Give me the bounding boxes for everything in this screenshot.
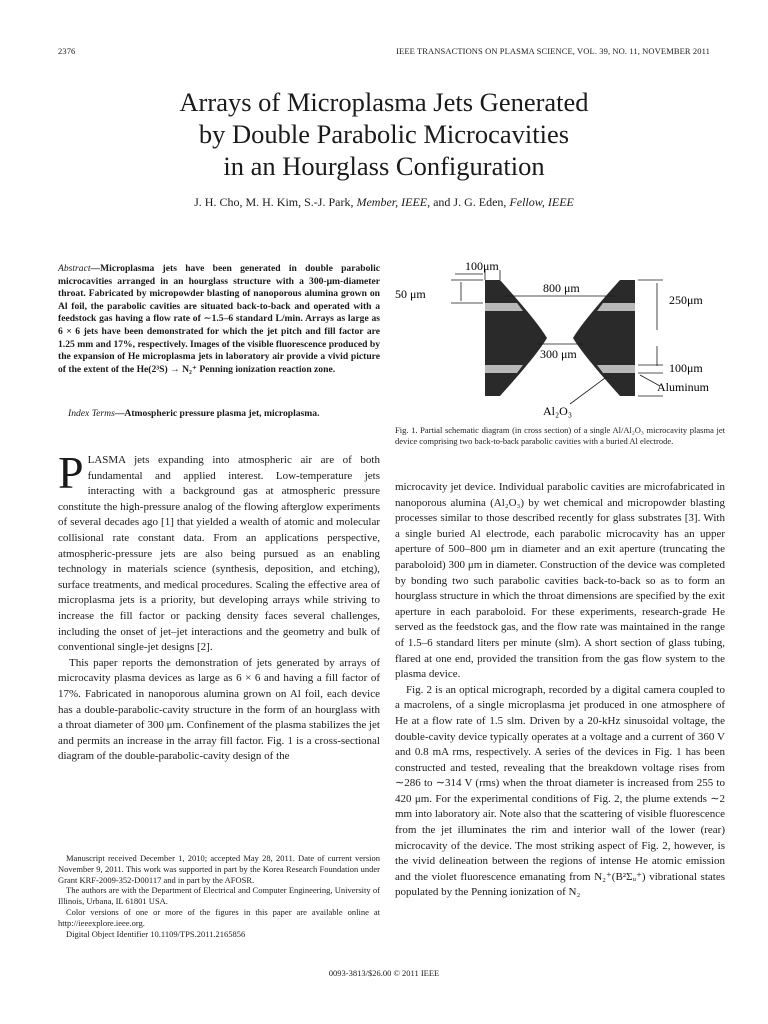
body-paragraph: This paper reports the demonstration of jets generated by arrays of microcavity plasma devices as large as 6 × 6 and having a fill factor of 17%. Fabricated in nanoporous alumina grown on Al foil, each device has a double-parabolic-cavity structure in the form of an hourglass with a throat diameter of 300 μm. Confinement of the plasma stabilizes the jet and permits an increase in the array fill factor. Fig. 1 is a cross-sectional diagram of the double-parabolic-cavity design of the — [58, 656, 380, 763]
title-line: Arrays of Microplasma Jets Generated — [179, 87, 589, 117]
abstract-text: —Microplasma jets have been generated in double parabolic microcavities arranged in an hourglass structure with a 300-μm-diameter throat. Fabricated by micropowder blasting of nanoporous alumina grown on Al foil, the parabolic cavities are situated back-to-back and operated with a feedstock gas having a flow rate of ∼1.5–6 standard L/min. Arrays as large as 6 × 6 jets have been demonstrated for which the jet pitch and fill factor are 1.25 mm and 17%, respectively. Images of the visible fluorescence produced by the expansion of He microplasma jets in laboratory air provide a vivid picture of the extent of the He(2³S) → N₂⁺ Penning ionization reaction zone. — [58, 263, 380, 375]
drop-cap: P — [58, 447, 84, 498]
body-left-column — [58, 447, 380, 765]
fig-label-thickness: 250μm — [669, 293, 703, 307]
title-line: by Double Parabolic Microcavities — [198, 119, 570, 149]
fig-label-electrode: 100μm — [669, 361, 703, 375]
footnote-color: Color versions of one or more of the figures in this paper are available online at http://ieeexplore.ieee.org. — [58, 906, 380, 928]
index-terms-text: —Atmospheric pressure plasma jet, microplasma. — [114, 408, 320, 419]
index-terms — [58, 408, 380, 421]
footnote — [58, 853, 380, 939]
aluminum-right-bottom — [597, 365, 635, 373]
author-grade: Fellow, IEEE — [509, 195, 574, 209]
footnote-doi: Digital Object Identifier 10.1109/TPS.2011.2165856 — [66, 928, 246, 939]
fig-label-aluminum: Aluminum — [657, 380, 710, 394]
paper-title — [0, 86, 768, 182]
fig-label-alumina: Al₂O₃ — [543, 404, 573, 418]
fig-label-upper: 800 μm — [543, 281, 580, 295]
abstract-label: Abstract — [58, 263, 91, 274]
footnote-affiliation: The authors are with the Department of Electrical and Computer Engineering, University of Illinois, Urbana, IL 61801 USA. — [58, 885, 380, 907]
paragraph-text: LASMA jets expanding into atmospheric air are of both fundamental and applied interest. Low-temperature jets interacting with a background gas at atmospheric pressure constitute the high-pressure analog of the flowing afterglow experiments of several decades ago [1] that yielded a wealth of atomic and molecular collisional rate constant data. From an applications perspective, atmospheric-pressure jets are also being pursued as an enabling technology in materials science (synthesis, deposition, and etching), surface treatments, and medical procedures. Scaling the effective area of microplasma jets is a priority, but developing arrays while striving to increase the fill factor or packing density faces several challenges, including the onset of jet–jet interactions and the geometry and bulk of conventional single-jet designs [2]. — [58, 454, 380, 654]
aluminum-left-top — [485, 303, 523, 311]
figure-1-caption: Fig. 1. Partial schematic diagram (in cross section) of a single Al/Al₂O₃ microcavity plasma jet device comprising two back-to-back parabolic cavities with a buried Al electrode. — [395, 425, 725, 446]
figure-1-diagram — [395, 258, 730, 418]
copyright: 0093-3813/$26.00 © 2011 IEEE — [328, 968, 440, 978]
author-grade: Member, IEEE — [356, 195, 428, 209]
fig-label-throat: 300 μm — [540, 347, 577, 361]
title-line: in an Hourglass Configuration — [223, 151, 545, 181]
body-paragraph: microcavity jet device. Individual parabolic cavities are microfabricated in nanoporous alumina (Al₂O₃) by wet chemical and micropowder blasting processes similar to those described recently for glass substrates [3]. With a single buried Al electrode, each parabolic microcavity has an upper aperture of 500–800 μm in diameter and an exit aperture (truncating the paraboloid) 300 μm in diameter. Construction of the device was completed by bonding two such parabolic cavities back-to-back so as to form an hourglass structure in which the throat dimensions are specified by the exit aperture in each paraboloid. For these experiments, research-grade He served as the feedstock gas, and the flow rate was maintained in the range of 1.5–6 standard liters per minute (slm). A short section of glass tubing, flared at one end, provided the transition from the gas flow system to the plasma device. — [395, 481, 725, 681]
authors-part: J. H. Cho, M. H. Kim, S.-J. Park, — [194, 195, 357, 209]
body-paragraph: Fig. 2 is an optical micrograph, recorded by a digital camera coupled to a macrolens, of a single microplasma jet produced in one atmosphere of He at a flow rate of 1.5 slm. Driven by a 20-kHz sinusoidal voltage, the double-cavity device typically operates at a voltage and a current of 360 V and 0.8 mA rms, respectively. A series of the devices in Fig. 1 has been constructed and tested, revealing that the breakdown voltage rises from ∼286 to ∼314 V (rms) when the throat diameter is increased from 255 to 420 μm. For the experimental conditions of Fig. 2, the plume extends ∼2 mm into laboratory air. Note also that the scattering of visible fluorescence from the jet illuminates the rim and interior wall of the lower (rear) microcavity of the device. The most striking aspect of Fig. 2, however, is the vivid delineation between the regions of intense He atomic emission and the violet fluorescence emanating from N₂⁺(B²Σᵤ⁺) vibrational states populated by the Penning ionization of N₂ — [395, 683, 725, 899]
intro-paragraph — [58, 447, 380, 656]
aluminum-right-top — [597, 303, 635, 311]
alumina-left — [485, 280, 547, 396]
aluminum-left-bottom — [485, 365, 523, 373]
journal-header: IEEE TRANSACTIONS ON PLASMA SCIENCE, VOL. 39, NO. 11, NOVEMBER 2011 — [396, 46, 710, 56]
body-right-column — [395, 480, 725, 901]
author-list — [0, 195, 768, 210]
fig-label-top: 100μm — [465, 259, 499, 273]
index-terms-label: Index Terms — [68, 408, 115, 419]
fig-label-gap: 50 μm — [395, 287, 426, 301]
abstract — [58, 263, 380, 376]
authors-part: , and J. G. Eden, — [427, 195, 510, 209]
page-number: 2376 — [58, 46, 76, 56]
footnote-manuscript: Manuscript received December 1, 2010; accepted May 28, 2011. Date of current version November 9, 2011. This work was supported in part by the Korea Research Foundation under Grant KRF-2009-352-D00117 and in part by the AFOSR. — [58, 853, 380, 885]
